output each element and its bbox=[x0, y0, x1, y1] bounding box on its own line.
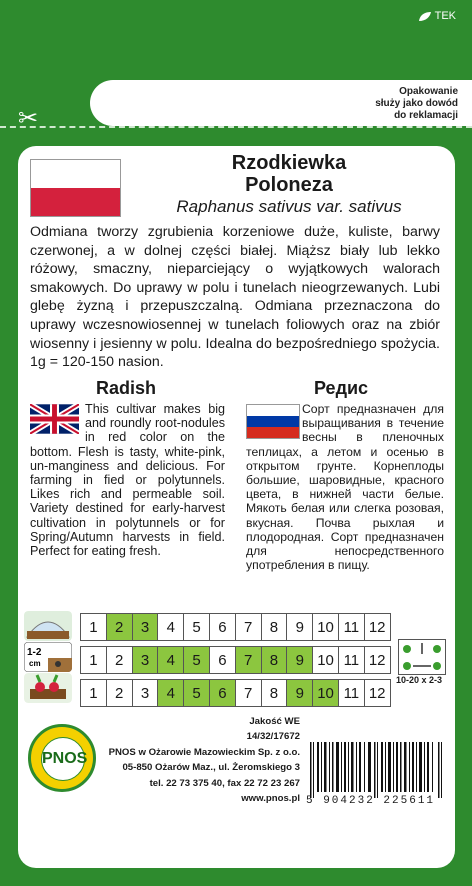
stub-note: Opakowanie służy jako dowód do reklamacji bbox=[375, 86, 458, 121]
packet-card bbox=[18, 146, 455, 868]
barcode bbox=[308, 742, 446, 798]
polish-flag-icon bbox=[30, 159, 121, 217]
month-cell: 3 bbox=[133, 647, 159, 673]
month-cell: 9 bbox=[287, 614, 313, 640]
month-cell: 4 bbox=[158, 680, 184, 706]
company-address: 05-850 Ożarów Maz., ul. Żeromskiego 3 bbox=[122, 762, 300, 774]
month-cell: 7 bbox=[236, 614, 262, 640]
month-cell: 2 bbox=[107, 680, 133, 706]
svg-text:cm: cm bbox=[29, 659, 41, 668]
calendar-row-sowing-field bbox=[80, 646, 391, 674]
month-cell: 5 bbox=[184, 614, 210, 640]
month-cell: 2 bbox=[107, 614, 133, 640]
month-cell: 12 bbox=[368, 618, 386, 636]
month-cell: 8 bbox=[262, 680, 288, 706]
month-cell: 9 bbox=[287, 647, 313, 673]
month-cell: 4 bbox=[158, 647, 184, 673]
english-heading: Radish bbox=[96, 378, 157, 398]
company-name: PNOS w Ożarowie Mazowieckim Sp. z o.o. bbox=[108, 746, 300, 758]
month-cell: 9 bbox=[287, 680, 313, 706]
russian-heading: Редис bbox=[314, 378, 369, 398]
title-line2: Poloneza bbox=[245, 174, 333, 196]
spacing-label: 10-20 x 2-3 bbox=[396, 675, 443, 685]
month-cell: 8 bbox=[262, 647, 288, 673]
uk-flag-icon bbox=[30, 404, 79, 434]
month-cell: 1 bbox=[81, 647, 107, 673]
month-cell: 5 bbox=[184, 680, 210, 706]
month-cell: 3 bbox=[133, 680, 159, 706]
month-cell: 10 bbox=[313, 680, 339, 706]
month-cell: 12 bbox=[368, 651, 386, 669]
month-cell: 11 bbox=[339, 647, 365, 673]
month-cell: 8 bbox=[262, 614, 288, 640]
sowing-depth-icon bbox=[24, 642, 72, 672]
quality-mark: Jakość WE bbox=[249, 716, 300, 727]
month-cell: 6 bbox=[210, 680, 236, 706]
calendar-row-harvest bbox=[80, 679, 391, 707]
month-cell: 7 bbox=[236, 647, 262, 673]
russian-flag-icon bbox=[246, 404, 300, 439]
latin-name: Raphanus sativus var. sativus bbox=[176, 197, 402, 216]
month-cell: 3 bbox=[133, 614, 159, 640]
product-title bbox=[123, 152, 455, 218]
description-pl: Odmiana tworzy zgrubienia korzeniowe duże, kuliste, barwy czerwonej, a w dolnej części białej. Miąższ biały lub lekko różowy, smaczny, nieparciejący o wyjątkowych walorach smakowych. Do uprawy w polu i tunelach nieogrzewanych. Lubi glebę żyzną i przepuszczalną. Odmiana przeznaczona do uprawy wczesnowiosennej w tunelach foliowych oraz na zbiór wiosenny i jesienny w polu. Idealna do bezpośredniego spożycia. 1g = 120-150 nasion. bbox=[30, 224, 440, 371]
leaf-icon bbox=[418, 11, 432, 22]
company-info bbox=[109, 714, 300, 806]
month-cell: 1 bbox=[81, 614, 107, 640]
month-cell: 10 bbox=[313, 647, 339, 673]
month-cell: 5 bbox=[184, 647, 210, 673]
month-cell: 7 bbox=[236, 680, 262, 706]
description-en: This cultivar makes big and roundly root-nodules in red color on the bottom. Flesh is tasty, white-pink, un-manginess and delicious. For farming in fied or polytunnels. Likes rich and permeable soil. Variety destined for early-harvest cultivation in polytunnels or for Spring/Autumn harvests in field. Perfect for eating fresh. bbox=[30, 402, 225, 559]
brand-text: TEK bbox=[434, 10, 456, 22]
scissors-icon: ✂ bbox=[18, 105, 39, 132]
greenhouse-icon bbox=[24, 611, 72, 641]
calendar-row-sowing-greenhouse bbox=[80, 613, 391, 641]
month-cell: 6 bbox=[210, 614, 236, 640]
description-ru: Сорт предназначен для выращивания в течение весны в пленочных теплицах, а летом и осенью в открытом грунте. Корнеплоды большие, шаровидные, красного цвета, в нижней части белые. Мякоть белая или слегка розовая, вкусная. Почва рыхлая и плодородная. Сорт предназначен для непосредственного употребления в пищу. bbox=[246, 402, 444, 573]
pnos-seal-logo bbox=[28, 724, 96, 792]
month-cell: 11 bbox=[339, 614, 365, 640]
month-cell: 1 bbox=[81, 680, 107, 706]
company-website: www.pnos.pl bbox=[241, 793, 300, 805]
month-cell: 12 bbox=[368, 684, 386, 702]
registry-code: 14/32/17672 bbox=[246, 731, 300, 743]
title-line1: Rzodkiewka bbox=[231, 152, 347, 174]
harvest-icon bbox=[24, 673, 72, 703]
month-cell: 4 bbox=[158, 614, 184, 640]
plant-spacing-icon bbox=[398, 639, 446, 675]
cut-line bbox=[0, 126, 472, 128]
brand-logo bbox=[418, 10, 456, 22]
month-cell: 2 bbox=[107, 647, 133, 673]
month-cell: 6 bbox=[210, 647, 236, 673]
company-phone: tel. 22 73 375 40, fax 22 72 23 267 bbox=[149, 777, 300, 789]
svg-text:1-2: 1-2 bbox=[27, 647, 42, 658]
month-cell: 11 bbox=[339, 680, 365, 706]
seal-text: PNOS bbox=[41, 737, 85, 781]
barcode-digits: 5 904232 225611 bbox=[306, 795, 436, 807]
month-cell: 10 bbox=[313, 614, 339, 640]
